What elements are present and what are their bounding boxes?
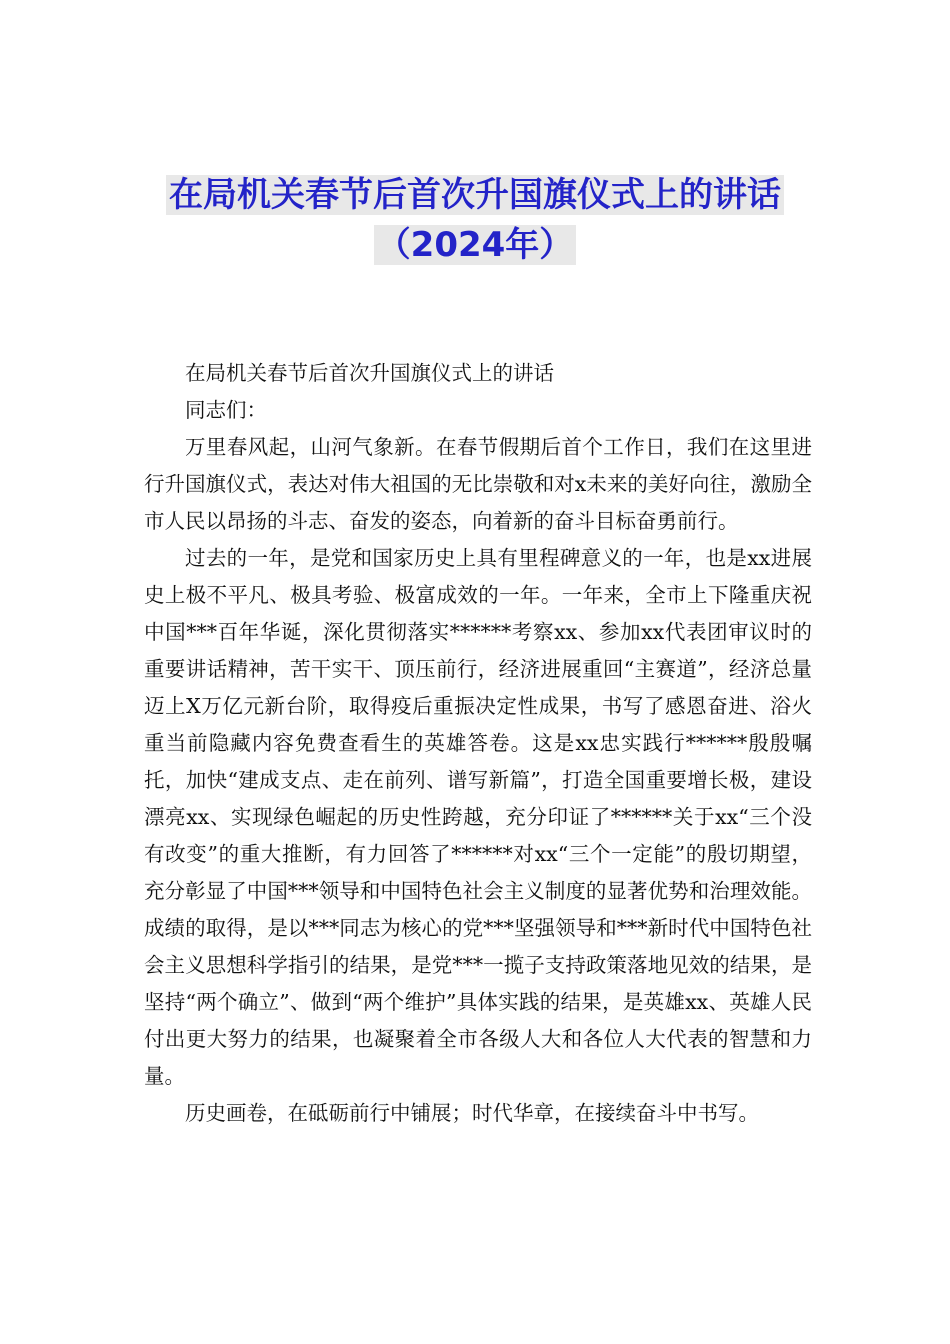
document-body <box>144 355 812 1132</box>
paragraph-review: 过去的一年，是党和国家历史上具有里程碑意义的一年，也是xx进展史上极不平凡、极具考验、极富成效的一年。一年来，全市上下隆重庆祝中国***百年华诞，深化贯彻落实******考察xx、参加xx代表团审议时的重要讲话精神，苦干实干、顶压前行，经济进展重回“主赛道”，经济总量迈上X万亿元新台阶，取得疫后重振决定性成果，书写了感恩奋进、浴火重当前隐藏内容免费查看生的英雄答卷。这是xx忠实践行******殷殷嘱托，加快“建成支点、走在前列、谱写新篇”，打造全国重要增长极，建设漂亮xx、实现绿色崛起的历史性跨越，充分印证了******关于xx“三个没有改变”的重大推断，有力回答了******对xx“三个一定能”的殷切期望，充分彰显了中国***领导和中国特色社会主义制度的显著优势和治理效能。成绩的取得，是以***同志为核心的党***坚强领导和***新时代中国特色社会主义思想科学指引的结果，是党***一揽子支持政策落地见效的结果，是坚持“两个确立”、做到“两个维护”具体实践的结果，是英雄xx、英雄人民付出更大努力的结果，也凝聚着全市各级人大和各位人大代表的智慧和力量。 <box>144 546 812 1088</box>
paragraph-history: 历史画卷，在砥砺前行中铺展；时代华章，在接续奋斗中书写。 <box>185 1101 759 1125</box>
speech-heading: 在局机关春节后首次升国旗仪式上的讲话 <box>185 361 554 385</box>
paragraph-intro: 万里春风起，山河气象新。在春节假期后首个工作日，我们在这里进行升国旗仪式，表达对伟大祖国的无比崇敬和对x未来的美好向往，激励全市人民以昂扬的斗志、奋发的姿态，向着新的奋斗目标奋勇前行。 <box>144 435 812 533</box>
document-title-text: 在局机关春节后首次升国旗仪式上的讲话（2024年） <box>166 175 784 265</box>
document-title <box>120 170 830 270</box>
salutation: 同志们： <box>185 398 267 422</box>
